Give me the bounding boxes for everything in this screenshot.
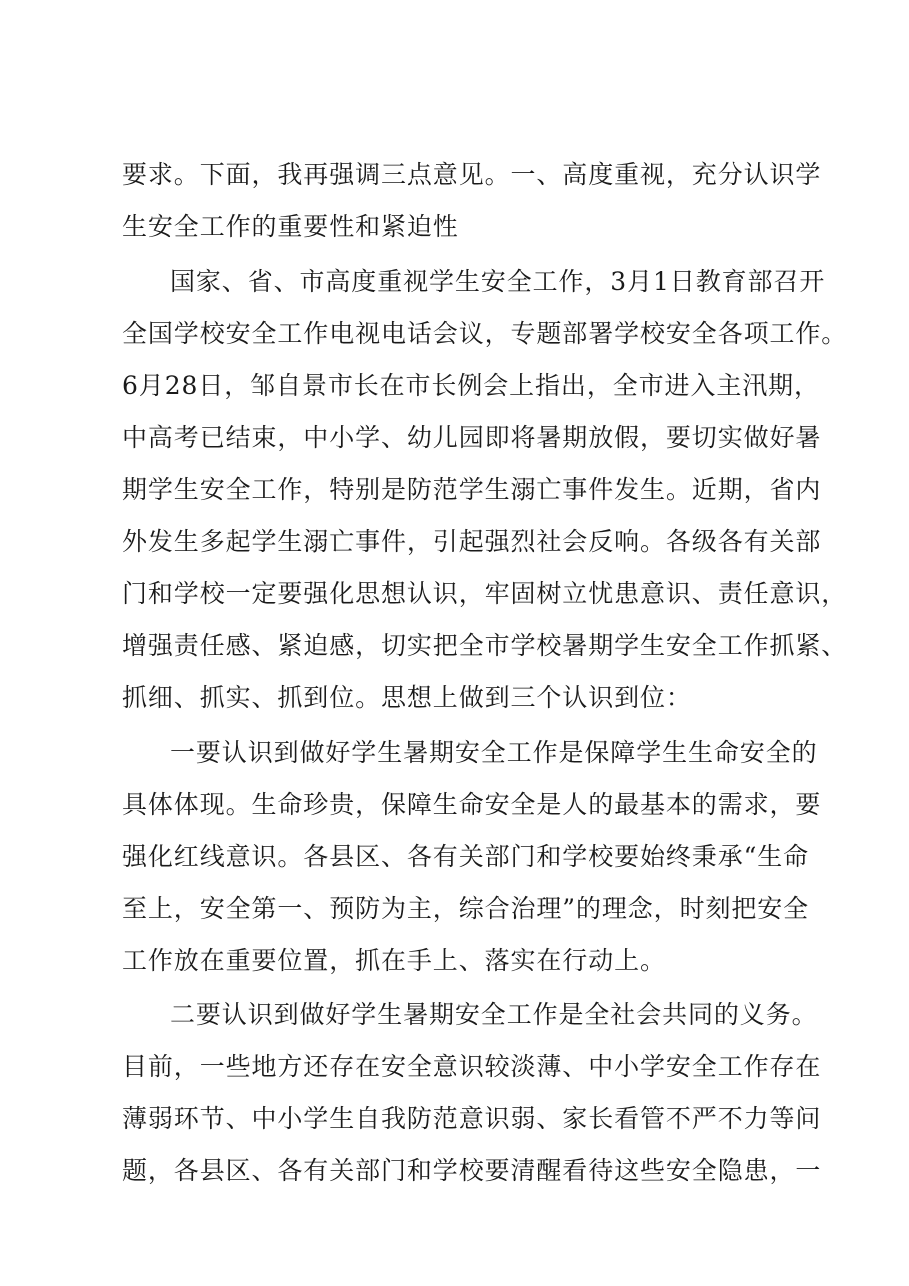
body-line: 抓细、抓实、抓到位。思想上做到三个认识到位： — [122, 683, 692, 712]
body-line: 题，各县区、各有关部门和学校要清醒看待这些安全隐患，一 — [122, 1156, 822, 1185]
body-line: 具体体现。生命珍贵，保障生命安全是人的最基本的需求，要 — [122, 790, 822, 819]
body-line: 至上，安全第一、预防为主，综合治理”的理念，时刻把安全 — [122, 894, 810, 923]
body-line: 工作放在重要位置，抓在手上、落实在行动上。 — [122, 946, 666, 975]
body-line: 中高考已结束，中小学、幼儿园即将暑期放假，要切实做好暑 — [122, 423, 822, 452]
paragraph-first-line: 国家、省、市高度重视学生安全工作，3月1日教育部召开 — [170, 267, 826, 296]
paragraph-first-line: 一要认识到做好学生暑期安全工作是保障学生生命安全的 — [170, 738, 818, 767]
body-line: 增强责任感、紧迫感，切实把全市学校暑期学生安全工作抓紧、 — [122, 631, 848, 660]
body-line: 期学生安全工作，特别是防范学生溺亡事件发生。近期，省内 — [122, 475, 822, 504]
paragraph-first-line: 二要认识到做好学生暑期安全工作是全社会共同的义务。 — [170, 1000, 818, 1029]
body-line: 强化红线意识。各县区、各有关部门和学校要始终秉承“生命 — [122, 842, 810, 871]
body-line: 6月28日，邹自景市长在市长例会上指出，全市进入主汛期， — [122, 371, 820, 400]
body-line: 目前，一些地方还存在安全意识较淡薄、中小学安全工作存在 — [122, 1052, 822, 1081]
body-line: 门和学校一定要强化思想认识，牢固树立忧患意识、责任意识， — [122, 579, 848, 608]
body-line: 全国学校安全工作电视电话会议，专题部署学校安全各项工作。 — [122, 319, 848, 348]
body-line: 薄弱环节、中小学生自我防范意识弱、家长看管不严不力等问 — [122, 1104, 822, 1133]
body-line: 外发生多起学生溺亡事件，引起强烈社会反响。各级各有关部 — [122, 527, 822, 556]
body-line: 要求。下面，我再强调三点意见。一、高度重视，充分认识学 — [122, 160, 822, 189]
body-line: 生安全工作的重要性和紧迫性 — [122, 212, 459, 241]
